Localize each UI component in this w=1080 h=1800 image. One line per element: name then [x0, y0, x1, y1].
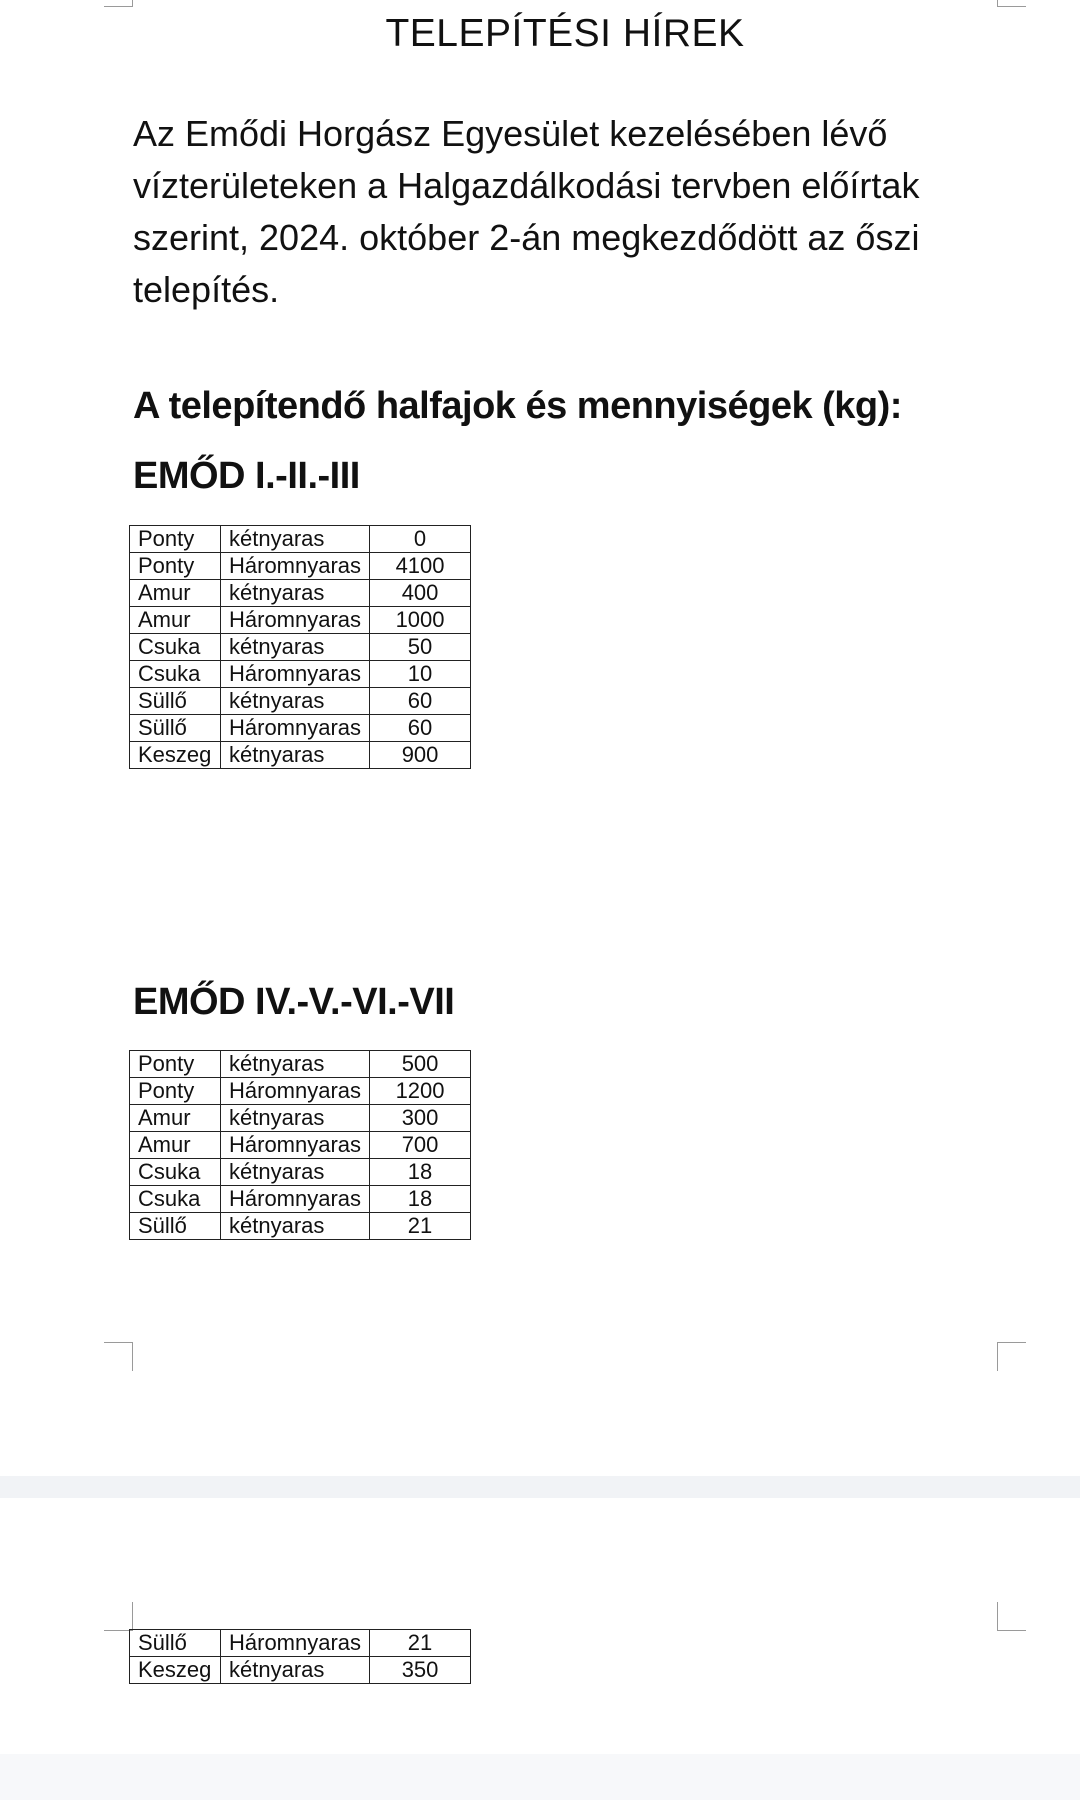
table-row — [130, 688, 471, 715]
age-class-cell: Háromnyaras — [221, 553, 370, 580]
fish-name-cell: Süllő — [130, 688, 221, 715]
quantity-cell: 0 — [370, 526, 471, 553]
fish-name-cell: Csuka — [130, 1186, 221, 1213]
quantity-cell: 60 — [370, 715, 471, 742]
age-class-cell: Háromnyaras — [221, 1078, 370, 1105]
age-class-cell: Háromnyaras — [221, 661, 370, 688]
quantity-cell: 1200 — [370, 1078, 471, 1105]
fish-name-cell: Amur — [130, 607, 221, 634]
age-class-cell: Háromnyaras — [221, 1630, 370, 1657]
quantity-cell: 4100 — [370, 553, 471, 580]
quantity-cell: 18 — [370, 1186, 471, 1213]
quantity-cell: 18 — [370, 1159, 471, 1186]
fish-name-cell: Amur — [130, 1132, 221, 1159]
age-class-cell: Háromnyaras — [221, 1132, 370, 1159]
quantity-cell: 21 — [370, 1630, 471, 1657]
quantity-cell: 500 — [370, 1051, 471, 1078]
age-class-cell: kétnyaras — [221, 1657, 370, 1684]
stocking-table-emod-4-7 — [129, 1050, 471, 1240]
page-corner-mark — [997, 0, 1026, 7]
species-heading: A telepítendő halfajok és mennyiségek (kg): — [133, 385, 902, 427]
fish-name-cell: Keszeg — [130, 742, 221, 769]
quantity-cell: 60 — [370, 688, 471, 715]
table-row — [130, 1159, 471, 1186]
table-row — [130, 1186, 471, 1213]
quantity-cell: 21 — [370, 1213, 471, 1240]
page-corner-mark — [997, 1602, 1026, 1631]
fish-name-cell: Süllő — [130, 715, 221, 742]
age-class-cell: kétnyaras — [221, 742, 370, 769]
quantity-cell: 10 — [370, 661, 471, 688]
table-row — [130, 526, 471, 553]
age-class-cell: Háromnyaras — [221, 1186, 370, 1213]
quantity-cell: 350 — [370, 1657, 471, 1684]
fish-name-cell: Amur — [130, 580, 221, 607]
section-title-emod-1-3: EMŐD I.-II.-III — [133, 455, 360, 497]
fish-name-cell: Csuka — [130, 661, 221, 688]
table-row — [130, 1105, 471, 1132]
age-class-cell: kétnyaras — [221, 634, 370, 661]
table-row — [130, 1630, 471, 1657]
table-row — [130, 715, 471, 742]
age-class-cell: kétnyaras — [221, 688, 370, 715]
age-class-cell: kétnyaras — [221, 526, 370, 553]
stocking-table-emod-1-3 — [129, 525, 471, 769]
quantity-cell: 50 — [370, 634, 471, 661]
age-class-cell: kétnyaras — [221, 1159, 370, 1186]
table-row — [130, 1078, 471, 1105]
table-row — [130, 553, 471, 580]
quantity-cell: 900 — [370, 742, 471, 769]
quantity-cell: 700 — [370, 1132, 471, 1159]
quantity-cell: 1000 — [370, 607, 471, 634]
page-corner-mark — [104, 0, 133, 7]
fish-name-cell: Keszeg — [130, 1657, 221, 1684]
page-corner-mark — [104, 1342, 133, 1371]
fish-name-cell: Csuka — [130, 1159, 221, 1186]
table-row — [130, 742, 471, 769]
table-row — [130, 1213, 471, 1240]
age-class-cell: Háromnyaras — [221, 607, 370, 634]
page-corner-mark — [104, 1602, 133, 1631]
table-row — [130, 607, 471, 634]
intro-paragraph: Az Emődi Horgász Egyesület kezelésében lévő vízterületeken a Halgazdálkodási tervben előírtak szerint, 2024. október 2-án megkezdődött az őszi telepítés. — [133, 113, 920, 310]
section-title-emod-4-7: EMŐD IV.-V.-VI.-VII — [133, 981, 455, 1023]
table-row — [130, 1657, 471, 1684]
age-class-cell: kétnyaras — [221, 1051, 370, 1078]
age-class-cell: Háromnyaras — [221, 715, 370, 742]
fish-name-cell: Ponty — [130, 553, 221, 580]
fish-name-cell: Ponty — [130, 1051, 221, 1078]
fish-name-cell: Csuka — [130, 634, 221, 661]
document-page-2 — [0, 1498, 1080, 1754]
age-class-cell: kétnyaras — [221, 1105, 370, 1132]
fish-name-cell: Süllő — [130, 1630, 221, 1657]
fish-name-cell: Amur — [130, 1105, 221, 1132]
page-gap — [0, 1754, 1080, 1800]
table-row — [130, 580, 471, 607]
age-class-cell: kétnyaras — [221, 1213, 370, 1240]
page-corner-mark — [997, 1342, 1026, 1371]
quantity-cell: 400 — [370, 580, 471, 607]
table-row — [130, 1132, 471, 1159]
fish-name-cell: Ponty — [130, 526, 221, 553]
table-row — [130, 661, 471, 688]
table-row — [130, 634, 471, 661]
fish-name-cell: Süllő — [130, 1213, 221, 1240]
stocking-table-emod-4-7-continued — [129, 1629, 471, 1684]
table-row — [130, 1051, 471, 1078]
age-class-cell: kétnyaras — [221, 580, 370, 607]
quantity-cell: 300 — [370, 1105, 471, 1132]
fish-name-cell: Ponty — [130, 1078, 221, 1105]
document-title: TELEPÍTÉSI HÍREK — [385, 12, 745, 55]
